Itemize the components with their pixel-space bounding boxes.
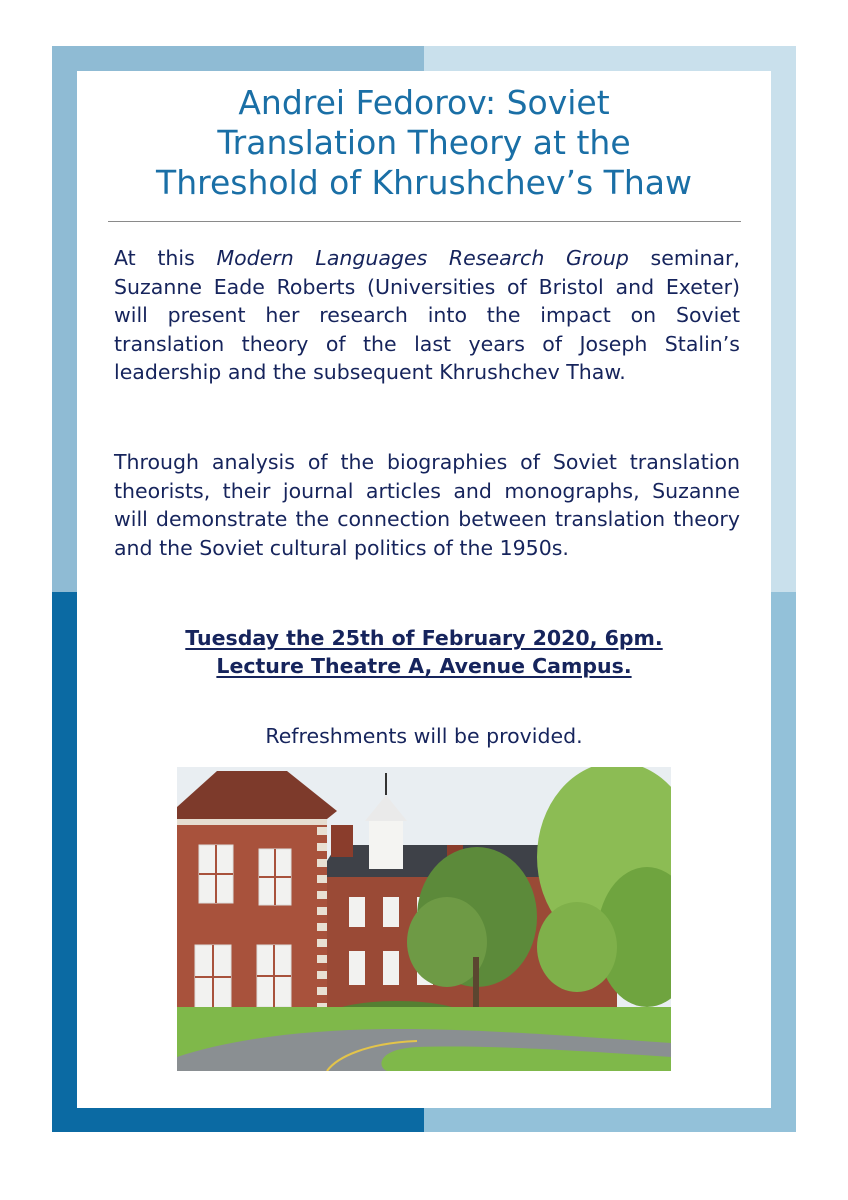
title-line-1: Andrei Fedorov: Soviet bbox=[238, 83, 610, 122]
intro-paragraph bbox=[114, 244, 740, 387]
poster-panel bbox=[77, 71, 771, 1108]
event-location: Lecture Theatre A, Avenue Campus. bbox=[216, 654, 632, 678]
group-name: Modern Languages Research Group bbox=[216, 246, 629, 270]
title-line-2: Translation Theory at the bbox=[217, 123, 631, 162]
intro-lead: At this bbox=[114, 246, 217, 270]
poster-title bbox=[77, 83, 771, 203]
refreshments-note: Refreshments will be provided. bbox=[265, 724, 583, 748]
title-line-3: Threshold of Khrushchev’s Thaw bbox=[156, 163, 692, 202]
event-date: Tuesday the 25th of February 2020, 6pm. bbox=[185, 626, 663, 650]
event-details bbox=[77, 624, 771, 680]
title-divider bbox=[108, 221, 741, 222]
intro-rest: seminar, Suzanne Eade Roberts (Universities of Bristol and Exeter) will present her research into the impact on Soviet translation theory of the last years of Joseph Stalin’s leadership and the subsequent Khrushchev Thaw. bbox=[114, 246, 740, 384]
campus-building-photo bbox=[177, 767, 671, 1071]
analysis-paragraph: Through analysis of the biographies of Soviet translation theorists, their journal articles and monographs, Suzanne will demonstrate the connection between translation theory and the Soviet cultural politics of the 1950s. bbox=[114, 450, 740, 560]
